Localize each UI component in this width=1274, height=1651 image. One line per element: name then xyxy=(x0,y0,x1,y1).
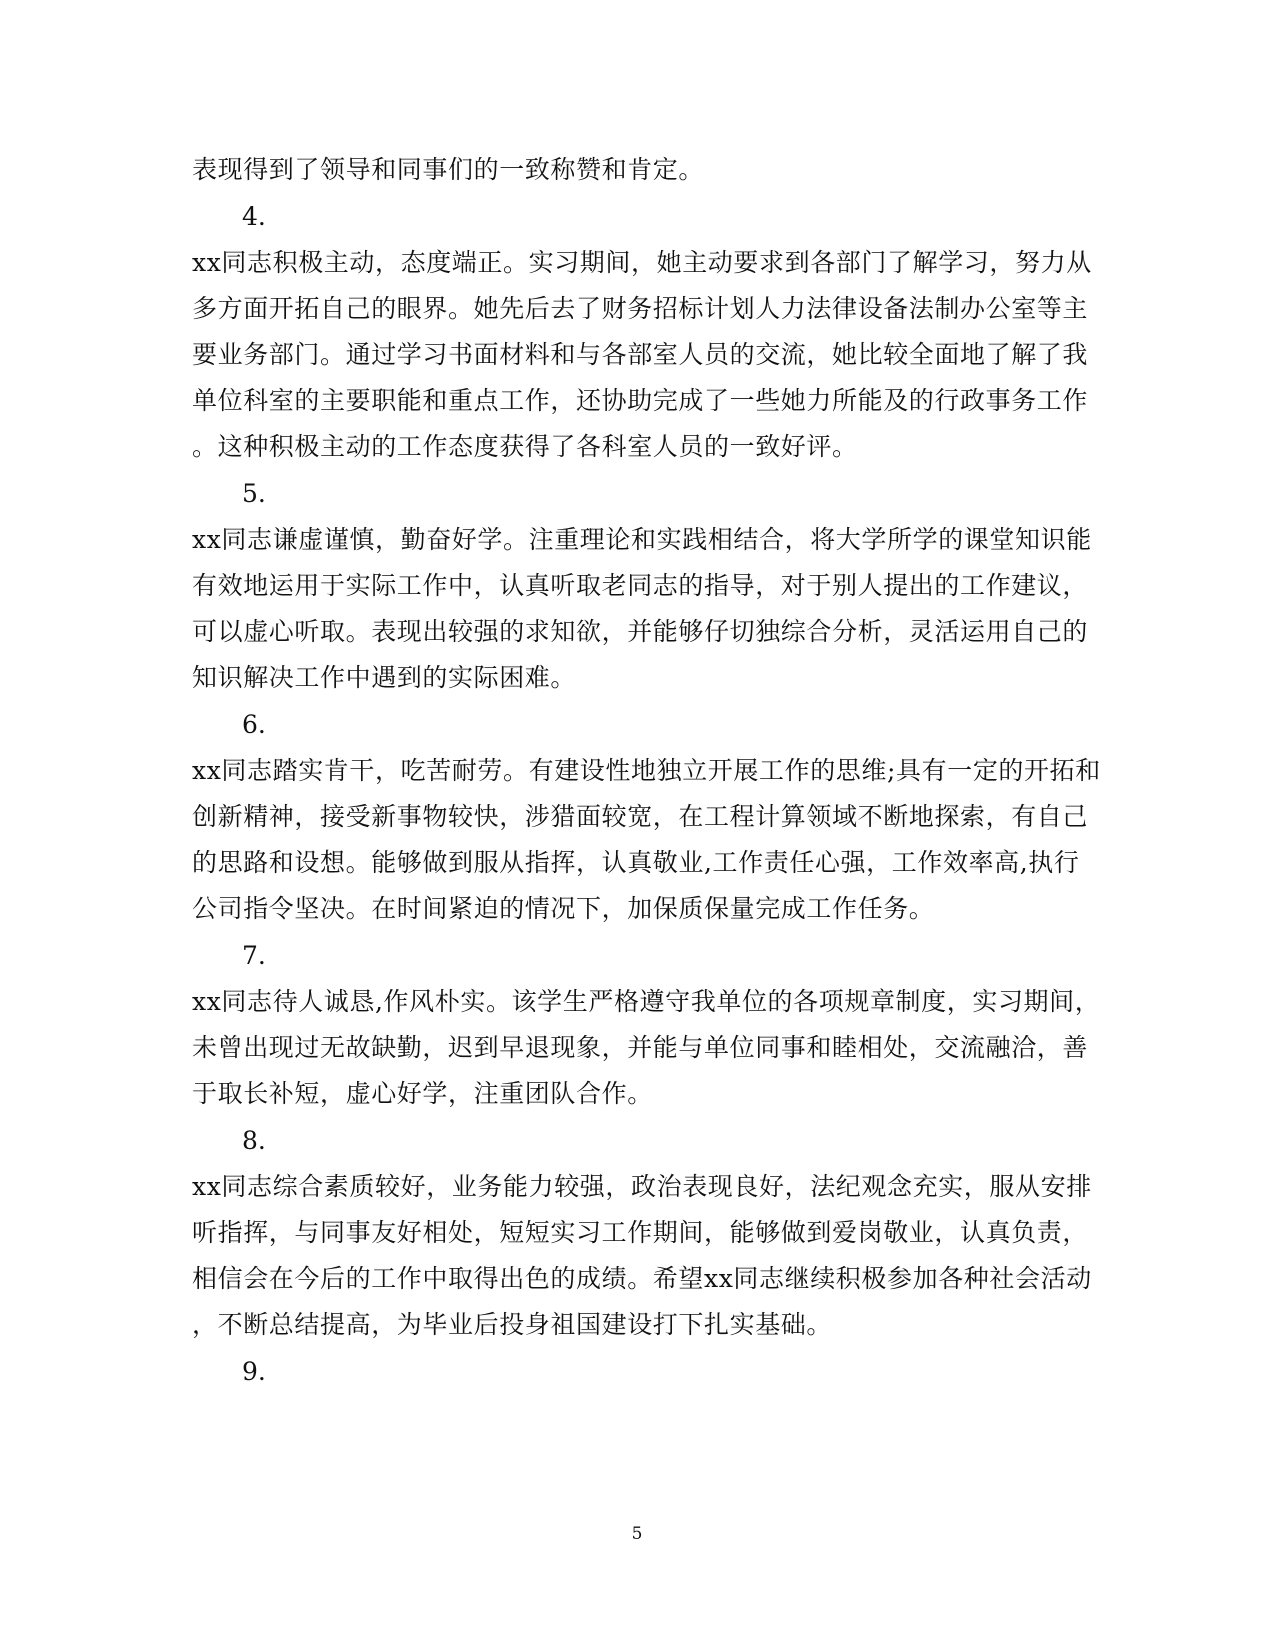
section-6-line-4: 公司指令坚决。在时间紧迫的情况下，加保质保量完成工作任务。 xyxy=(192,894,935,923)
section-4-line-5: 。这种积极主动的工作态度获得了各科室人员的一致好评。 xyxy=(192,432,858,461)
section-number-5: 5. xyxy=(242,479,266,508)
section-7-line-2: 未曾出现过无故缺勤，迟到早退现象，并能与单位同事和睦相处，交流融洽，善 xyxy=(192,1033,1089,1062)
section-8-line-1: xx同志综合素质较好，业务能力较强，政治表现良好，法纪观念充实，服从安排 xyxy=(192,1172,1092,1201)
section-6-line-2: 创新精神，接受新事物较快，涉猎面较宽，在工程计算领域不断地探索，有自己 xyxy=(192,802,1089,831)
section-4-line-4: 单位科室的主要职能和重点工作，还协助完成了一些她力所能及的行政事务工作 xyxy=(192,386,1089,415)
intro-line: 表现得到了领导和同事们的一致称赞和肯定。 xyxy=(192,155,705,184)
section-4-line-3: 要业务部门。通过学习书面材料和与各部室人员的交流，她比较全面地了解了我 xyxy=(192,340,1089,369)
section-7-line-3: 于取长补短，虚心好学，注重团队合作。 xyxy=(192,1079,653,1108)
section-8-line-2: 听指挥，与同事友好相处，短短实习工作期间，能够做到爱岗敬业，认真负责， xyxy=(192,1218,1089,1247)
section-number-8: 8. xyxy=(242,1126,266,1155)
section-4-line-2: 多方面开拓自己的眼界。她先后去了财务招标计划人力法律设备法制办公室等主 xyxy=(192,294,1089,323)
section-7-line-1: xx同志待人诚恳,作风朴实。该学生严格遵守我单位的各项规章制度，实习期间， xyxy=(192,987,1101,1016)
section-8-line-4: ，不断总结提高，为毕业后投身祖国建设打下扎实基础。 xyxy=(192,1310,833,1339)
section-6-line-1: xx同志踏实肯干，吃苦耐劳。有建设性地独立开展工作的思维;具有一定的开拓和 xyxy=(192,756,1101,785)
section-5-line-2: 有效地运用于实际工作中，认真听取老同志的指导，对于别人提出的工作建议， xyxy=(192,571,1089,600)
section-number-6: 6. xyxy=(242,710,266,739)
section-8-line-3: 相信会在今后的工作中取得出色的成绩。希望xx同志继续积极参加各种社会活动 xyxy=(192,1264,1092,1293)
section-number-7: 7. xyxy=(242,941,266,970)
page-number: 5 xyxy=(631,1524,643,1544)
section-5-line-3: 可以虚心听取。表现出较强的求知欲，并能够仔切独综合分析，灵活运用自己的 xyxy=(192,617,1089,646)
section-6-line-3: 的思路和设想。能够做到服从指挥，认真敬业,工作责任心强，工作效率高,执行 xyxy=(192,848,1080,877)
section-number-4: 4. xyxy=(242,202,266,231)
section-number-9: 9. xyxy=(242,1357,266,1386)
section-5-line-1: xx同志谦虚谨慎，勤奋好学。注重理论和实践相结合，将大学所学的课堂知识能 xyxy=(192,525,1092,554)
section-5-line-4: 知识解决工作中遇到的实际困难。 xyxy=(192,663,577,692)
section-4-line-1: xx同志积极主动，态度端正。实习期间，她主动要求到各部门了解学习，努力从 xyxy=(192,248,1092,277)
